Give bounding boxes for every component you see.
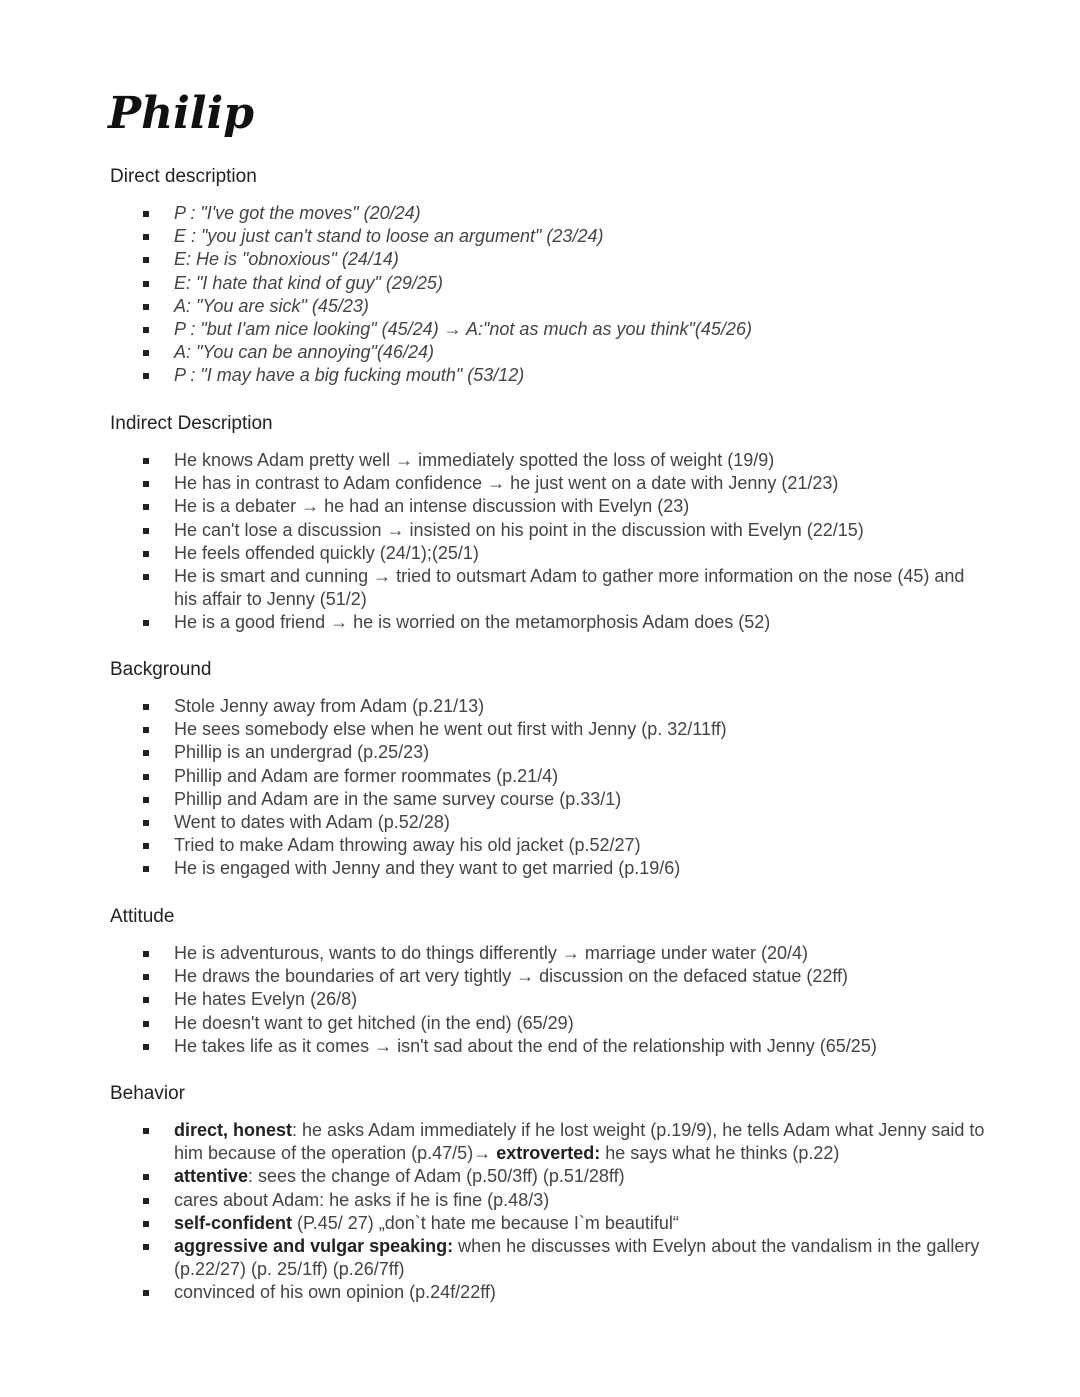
item-text: cares about Adam: he asks if he is fine (p.48/3) <box>174 1189 550 1210</box>
list-item: Phillip and Adam are former roommates (p.21/4) <box>110 765 974 788</box>
list-item: He takes life as it comes → isn't sad about the end of the relationship with Jenny (65/25) <box>110 1035 974 1058</box>
section-attitude <box>110 905 1010 1058</box>
list-item: P : "but I'am nice looking" (45/24) → A:"not as much as you think"(45/26) <box>110 318 974 341</box>
list-item <box>110 1235 1004 1281</box>
item-text: when he discusses with Evelyn about the vandalism in the gallery (p.22/27) (p. 25/1ff) (p.26/7ff) <box>174 1236 980 1280</box>
list-item: He can't lose a discussion → insisted on his point in the discussion with Evelyn (22/15) <box>110 519 974 542</box>
item-text: : sees the change of Adam (p.50/3ff) (p.51/28ff) <box>248 1166 625 1187</box>
list-item: P : "I may have a big fucking mouth" (53/12) <box>110 364 974 387</box>
section-heading: Indirect Description <box>110 413 273 434</box>
list-item <box>110 1212 1004 1235</box>
list-item: Went to dates with Adam (p.52/28) <box>110 811 974 834</box>
list-item: He is a good friend → he is worried on the metamorphosis Adam does (52) <box>110 611 974 634</box>
item-term: direct, honest <box>174 1120 293 1140</box>
list-item: He knows Adam pretty well → immediately spotted the loss of weight (19/9) <box>110 449 974 472</box>
list-item <box>110 1281 1004 1304</box>
section-heading: Behavior <box>110 1083 185 1104</box>
list-item <box>110 1189 1004 1212</box>
list-item: A: "You are sick" (45/23) <box>110 295 974 318</box>
bullet-list <box>110 202 1010 388</box>
list-item: Phillip is an undergrad (p.25/23) <box>110 741 974 764</box>
list-item: He feels offended quickly (24/1);(25/1) <box>110 542 974 565</box>
section-indirect-description <box>110 412 1010 635</box>
list-item: E: "I hate that kind of guy" (29/25) <box>110 272 974 295</box>
list-item: P : "I've got the moves" (20/24) <box>110 202 974 225</box>
section-background <box>110 658 1010 881</box>
bullet-list <box>110 695 1010 881</box>
list-item: He doesn't want to get hitched (in the end) (65/29) <box>110 1012 974 1035</box>
list-item: He sees somebody else when he went out first with Jenny (p. 32/11ff) <box>110 718 974 741</box>
page-title: Philip <box>108 88 254 139</box>
list-item <box>110 1165 1004 1188</box>
bullet-list <box>110 1119 1010 1305</box>
section-direct-description <box>110 165 1010 388</box>
item-text: he says what he thinks (p.22) <box>600 1143 840 1164</box>
list-item: He is a debater → he had an intense discussion with Evelyn (23) <box>110 495 974 518</box>
list-item: A: "You can be annoying"(46/24) <box>110 341 974 364</box>
item-text: (P.45/ 27) „don`t hate me because I`m beautiful“ <box>292 1212 679 1233</box>
item-term: self-confident <box>174 1212 293 1233</box>
list-item <box>110 1119 1004 1165</box>
item-term: extroverted: <box>496 1143 601 1164</box>
item-text: convinced of his own opinion (p.24f/22ff) <box>174 1282 496 1303</box>
list-item: E: He is "obnoxious" (24/14) <box>110 248 974 271</box>
list-item: He has in contrast to Adam confidence → he just went on a date with Jenny (21/23) <box>110 472 974 495</box>
section-heading: Direct description <box>110 166 257 187</box>
list-item: Phillip and Adam are in the same survey course (p.33/1) <box>110 788 974 811</box>
list-item: Stole Jenny away from Adam (p.21/13) <box>110 695 974 718</box>
list-item: He hates Evelyn (26/8) <box>110 988 974 1011</box>
item-term: attentive <box>174 1166 249 1187</box>
bullet-list <box>110 449 1010 635</box>
bullet-list <box>110 942 1010 1058</box>
item-text: : he asks Adam immediately if he lost weight (p.19/9), he tells Adam what Jenny said to him because of the operation (p.47/5)→ <box>174 1120 985 1164</box>
list-item: He is smart and cunning → tried to outsmart Adam to gather more information on the nose (45) and his affair to Jenny (51/2) <box>110 565 974 611</box>
list-item: He is engaged with Jenny and they want to get married (p.19/6) <box>110 857 974 880</box>
section-heading: Attitude <box>110 906 175 927</box>
item-term: aggressive and vulgar speaking: <box>174 1236 454 1257</box>
section-behavior <box>110 1082 1010 1305</box>
list-item: He draws the boundaries of art very tightly → discussion on the defaced statue (22ff) <box>110 965 974 988</box>
list-item: Tried to make Adam throwing away his old jacket (p.52/27) <box>110 834 974 857</box>
section-heading: Background <box>110 659 212 680</box>
list-item: E : "you just can't stand to loose an argument" (23/24) <box>110 225 974 248</box>
list-item: He is adventurous, wants to do things differently → marriage under water (20/4) <box>110 942 974 965</box>
